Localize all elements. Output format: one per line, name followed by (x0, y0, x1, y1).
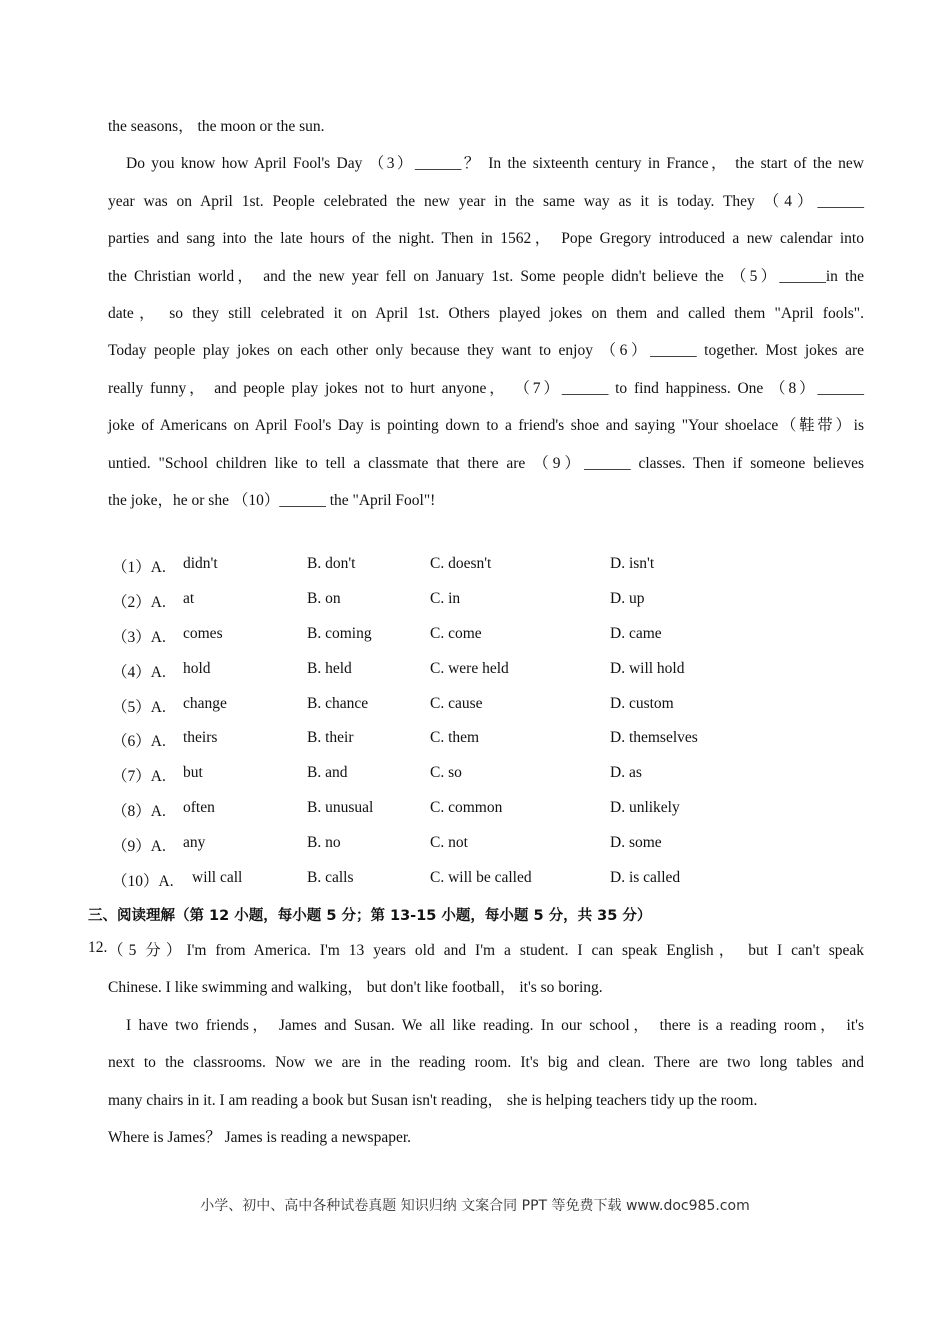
option-b: B. calls (307, 869, 354, 887)
option-row (112, 758, 832, 793)
passage-line: Where is James？ James is reading a newspaper. (108, 1129, 412, 1147)
option-number: （9）A. (112, 838, 166, 856)
option-d: D. will hold (610, 659, 685, 677)
option-b: B. held (307, 659, 352, 677)
option-number: （2）A. (112, 593, 166, 611)
passage-line: parties and sang into the late hours of the night. Then in 1562， Pope Gregory introduced a new calendar into (108, 230, 864, 248)
option-c: C. doesn't (430, 555, 492, 572)
option-d: D. up (610, 589, 645, 607)
passage-line: Do you know how April Fool's Day （3）______？ In the sixteenth century in France， the start of the new (126, 155, 864, 173)
option-number: （5）A. (112, 698, 166, 716)
option-row (112, 828, 832, 863)
passage-line: joke of Americans on April Fool's Day is pointing down to a friend's shoe and saying "Your shoelace（鞋带）is (108, 417, 864, 435)
cloze-passage (108, 108, 864, 519)
option-b: B. on (307, 589, 341, 607)
option-c: C. in (430, 589, 461, 607)
option-a: at (183, 589, 195, 607)
section-heading: 三、阅读理解（第 12 小题，每小题 5 分；第 13-15 小题，每小题 5 分，共 35 分） (88, 908, 652, 924)
option-d: D. came (610, 624, 662, 642)
option-b: B. coming (307, 624, 372, 642)
option-row (112, 863, 832, 898)
option-d: D. as (610, 764, 642, 782)
passage-line: year was on April 1st. People celebrated the new year in the same way as it is today. They （4）______ (108, 192, 864, 210)
passage-line: （5 分）I'm from America. I'm 13 years old and I'm a student. I can speak English， but I can't speak (108, 942, 864, 959)
option-b: B. and (307, 764, 348, 782)
option-a: will call (192, 869, 243, 887)
option-row (112, 584, 832, 619)
option-a: any (183, 834, 206, 852)
option-row (112, 654, 832, 689)
page-footer: 小学、初中、高中各种试卷真题 知识归纳 文案合同 PPT 等免费下载 www.doc985.com (200, 1198, 750, 1214)
option-row (112, 793, 832, 828)
option-d: D. themselves (610, 729, 698, 747)
option-d: D. is called (610, 869, 681, 887)
option-row (112, 619, 832, 654)
option-number: （1）A. (112, 559, 166, 576)
passage-line: really funny， and people play jokes not to hurt anyone， （7）______ to find happiness. One （8）______ (108, 379, 864, 397)
option-c: C. not (430, 834, 468, 852)
option-number: （7）A. (112, 768, 166, 786)
passage-line: Today people play jokes on each other only because they want to enjoy （6）______ together. Most jokes are (108, 342, 864, 360)
option-c: C. common (430, 799, 503, 817)
option-c: C. come (430, 624, 482, 642)
answer-options (112, 549, 832, 898)
option-d: D. some (610, 834, 662, 852)
option-c: C. so (430, 764, 462, 782)
question-number: 12. (88, 939, 108, 956)
passage-line: Chinese. I like swimming and walking， but don't like football， it's so boring. (108, 979, 603, 997)
option-b: B. their (307, 729, 354, 747)
option-a: theirs (183, 729, 218, 747)
option-number: （4）A. (112, 663, 166, 681)
option-b: B. chance (307, 694, 369, 712)
option-c: C. them (430, 729, 480, 747)
option-b: B. unusual (307, 799, 374, 817)
option-number: （6）A. (112, 733, 166, 751)
passage-line: next to the classrooms. Now we are in the reading room. It's big and clean. There are two long tables and (108, 1054, 864, 1072)
option-row (112, 689, 832, 724)
option-a: change (183, 694, 227, 712)
option-row (112, 549, 832, 584)
passage-line: the joke，he or she （10）______ the "April Fool"! (108, 492, 436, 510)
option-a: hold (183, 659, 211, 677)
option-c: C. were held (430, 659, 509, 677)
option-b: B. don't (307, 555, 356, 572)
passage-line: date， so they still celebrated it on April 1st. Others played jokes on them and called them "April fools". (108, 305, 864, 323)
option-number: （3）A. (112, 628, 166, 646)
option-a: didn't (183, 555, 218, 572)
option-c: C. cause (430, 694, 483, 712)
passage-line: the seasons， the moon or the sun. (108, 118, 325, 135)
option-a: often (183, 799, 215, 817)
option-c: C. will be called (430, 869, 532, 887)
option-a: comes (183, 624, 223, 642)
passage-line: I have two friends， James and Susan. We all like reading. In our school， there is a reading room， it's (126, 1016, 864, 1034)
passage-line: the Christian world， and the new year fell on January 1st. Some people didn't believe the （5）______in the (108, 267, 864, 285)
option-row (112, 723, 832, 758)
option-number: （8）A. (112, 803, 166, 821)
reading-passage (108, 932, 864, 1156)
option-d: D. unlikely (610, 799, 680, 817)
passage-line: many chairs in it. I am reading a book but Susan isn't reading， she is helping teachers tidy up the room. (108, 1091, 758, 1109)
passage-line: untied. "School children like to tell a classmate that there are （9）______ classes. Then if someone believes (108, 454, 864, 472)
option-number: （10）A. (112, 873, 174, 891)
option-a: but (183, 764, 203, 782)
option-d: D. isn't (610, 555, 655, 572)
option-b: B. no (307, 834, 341, 852)
option-d: D. custom (610, 694, 674, 712)
